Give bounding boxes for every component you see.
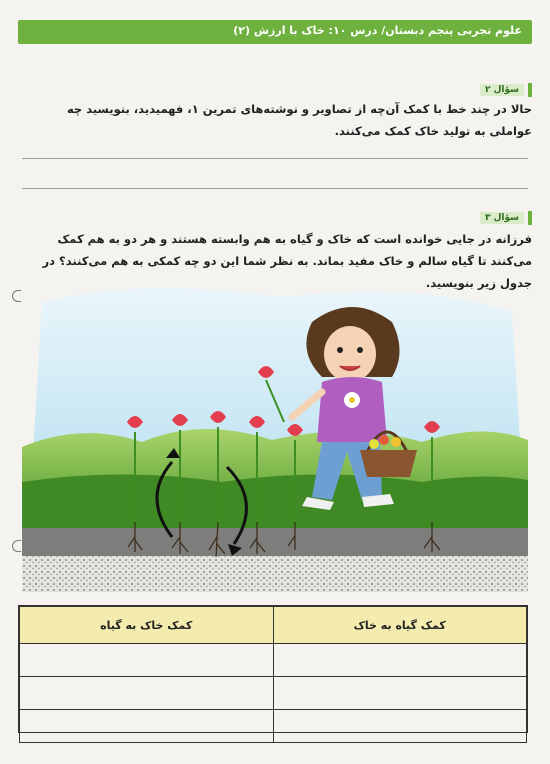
- soil-layer: [22, 528, 528, 556]
- soil-plant-help-table: [19, 606, 527, 743]
- question-3-text: فرزانه در جایی خوانده است که خاک و گیاه به هم وابسته هستند و هر دو به هم کمک می‌کنند تا گیاه سالم و خاک مفید بماند. به نظر شما این دو چه کمکی به هم می‌کنند؟ در جدول زیر بنویسید.: [42, 232, 532, 290]
- answer-cell[interactable]: [273, 710, 527, 743]
- table-row: [20, 677, 527, 710]
- answer-cell[interactable]: [273, 644, 527, 677]
- answer-line-2[interactable]: [22, 188, 528, 189]
- answer-cell[interactable]: [273, 677, 527, 710]
- question-3-label-text: سؤال ۳: [480, 212, 524, 224]
- table-row: [20, 644, 527, 677]
- binding-hole-mark: [12, 540, 21, 552]
- answer-cell[interactable]: [20, 710, 274, 743]
- question-tab-marker: [528, 211, 532, 225]
- answer-cell[interactable]: [20, 644, 274, 677]
- answer-cell[interactable]: [20, 677, 274, 710]
- header-title: علوم تجربی پنجم دبستان/ درس ۱۰: خاک با ارزش (۲): [233, 24, 522, 37]
- table-row: [20, 710, 527, 743]
- question-2-text: حالا در چند خط با کمک آن‌چه از تصاویر و نوشته‌های تمرین ۱، فهمیدید، بنویسید چه عواملی به تولید خاک کمک می‌کنند.: [66, 102, 532, 138]
- grass-foreground: [22, 475, 528, 529]
- question-3-label: [480, 210, 532, 225]
- question-tab-marker: [528, 83, 532, 97]
- subsoil-layer: [22, 556, 528, 592]
- header-bar: [18, 20, 532, 44]
- column-header-soil-to-plant: کمک خاک به گیاه: [20, 607, 274, 644]
- column-header-plant-to-soil: کمک گیاه به خاک: [273, 607, 527, 644]
- binding-hole-mark: [12, 290, 21, 302]
- answer-line-1[interactable]: [22, 158, 528, 159]
- help-table-container: [18, 605, 528, 733]
- question-2-label-text: سؤال ۲: [480, 84, 524, 96]
- girl-picking-flowers-illustration: [22, 282, 528, 592]
- question-2-label: [480, 82, 532, 97]
